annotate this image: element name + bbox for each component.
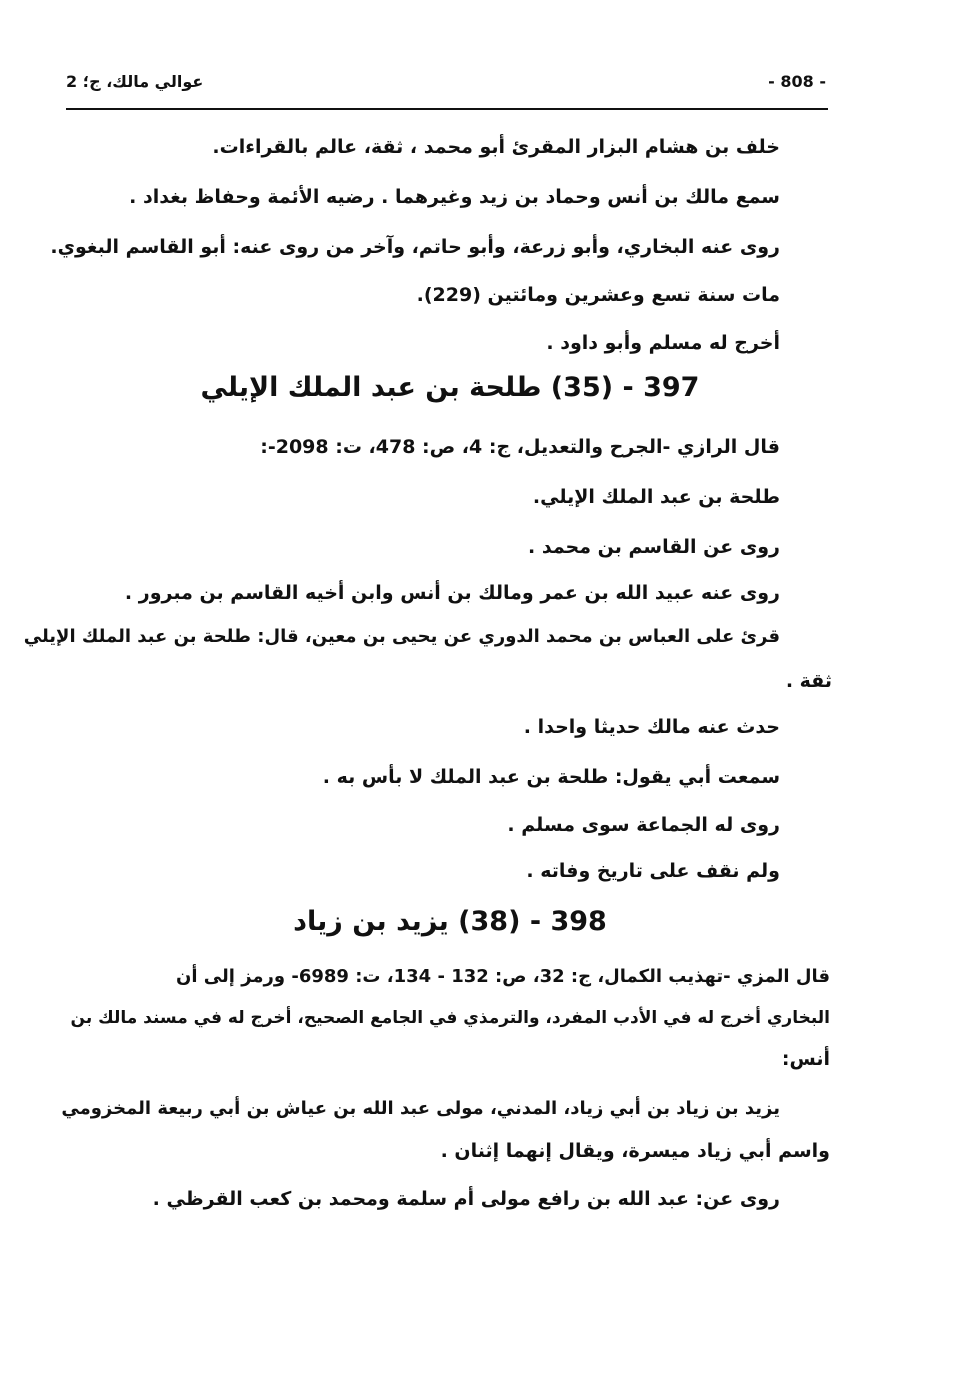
text-line: حدث عنه مالك حديثا واحدا . <box>523 716 780 738</box>
text-line: روى عنه عبيد الله بن عمر ومالك بن أنس وابن أخيه القاسم بن مبرور . <box>124 582 780 604</box>
text-line: قال المزي -تهذيب الكمال، ج: 32، ص: 132 - 134، ت: 6989- ورمز إلى أن <box>175 966 830 987</box>
text-line: قرئ على العباس بن محمد الدوري عن يحيى بن معين، قال: طلحة بن عبد الملك الإيلي <box>23 626 780 647</box>
text-line: قال الرازي -الجرح والتعديل، ج: 4، ص: 478، ت: 2098-: <box>260 436 780 458</box>
entry-heading: 397 - (35) طلحة بن عبد الملك الإيلي <box>200 372 700 403</box>
text-line: يزيد بن زياد بن أبي زياد، المدني، مولى عبد الله بن عياش بن أبي ربيعة المخزومي <box>61 1098 780 1119</box>
text-line: سمعت أبي يقول: طلحة بن عبد الملك لا بأس به . <box>322 766 780 788</box>
text-line: ولم نقف على تاريخ وفاته . <box>526 860 780 882</box>
text-line: مات سنة تسع وعشرين ومائتين (229). <box>416 284 780 306</box>
entry-heading: 398 - (38) يزيد بن زياد <box>293 906 607 937</box>
text-line: روى عن القاسم بن محمد . <box>528 536 780 558</box>
page-number: - 808 - <box>768 72 826 91</box>
text-line: أنس: <box>781 1048 830 1070</box>
text-line: روى له الجماعة سوى مسلم . <box>507 814 780 836</box>
text-line: البخاري أخرج له في الأدب المفرد، والترمذي في الجامع الصحيح، أخرج له في مسند مالك بن <box>70 1008 830 1028</box>
text-line: روى عن: عبد الله بن رافع مولى أم سلمة ومحمد بن كعب القرظي . <box>152 1188 780 1210</box>
header-rule <box>66 108 828 110</box>
text-line: أخرج له مسلم وأبو داود . <box>546 332 780 354</box>
text-line: سمع مالك بن أنس وحماد بن زيد وغيرهما . رضيه الأئمة وحفاظ بغداد . <box>129 186 780 208</box>
text-line: واسم أبي زياد ميسرة، ويقال إنهما إثنان . <box>440 1140 830 1162</box>
text-line: طلحة بن عبد الملك الإيلي. <box>532 486 780 508</box>
text-line: خلف بن هشام البزار المقرئ أبو محمد ، ثقة، عالم بالقراءات. <box>212 136 780 158</box>
text-line: ثقة . <box>785 670 832 692</box>
running-head <box>66 68 826 98</box>
running-title: عوالي مالك، ج؛ 2 <box>66 72 204 91</box>
text-line: روى عنه البخاري، وأبو زرعة، وأبو حاتم، وآخر من روى عنه: أبو القاسم البغوي. <box>50 236 780 258</box>
